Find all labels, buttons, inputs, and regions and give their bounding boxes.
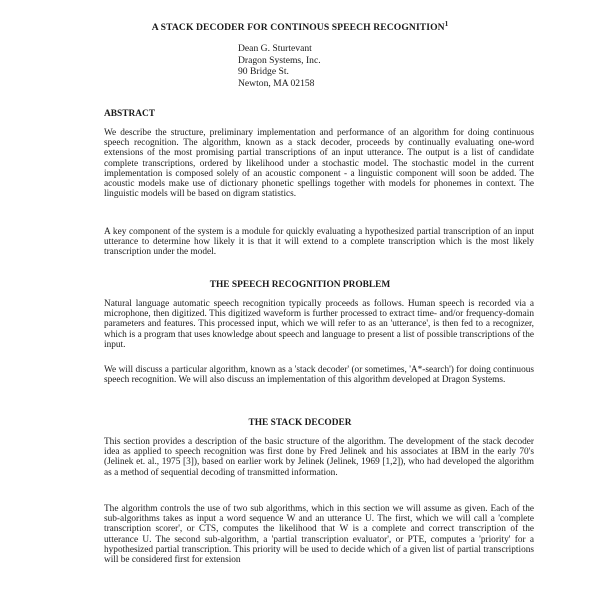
- paper-title-text: A STACK DECODER FOR CONTINOUS SPEECH RECOGNITION: [151, 22, 445, 34]
- section-heading-speech-recognition-problem: THE SPEECH RECOGNITION PROBLEM: [209, 280, 391, 290]
- abstract-paragraph-2: A key component of the system is a module for quickly evaluating a hypothesized partial transcription of an input utterance to determine how likely it is that it will extend to a complete transcription which is the most likely transcription under the model.: [104, 227, 534, 258]
- author-city: Newton, MA 02158: [238, 77, 315, 89]
- author-block: [238, 43, 321, 89]
- author-organization: Dragon Systems, Inc.: [238, 54, 321, 66]
- abstract-paragraph-1: We describe the structure, preliminary implementation and performance of an algorithm for doing continuous speech recognition. The algorithm, known as a stack decoder, proceeds by continually evaluating one-word extensions of the most promising partial transcriptions of an input utterance. The output is a list of candidate complete transcriptions, ordered by likelihood under a stochastic model. The stochastic model in the current implementation is composed solely of an acoustic component - a linguistic component will soon be added. The acoustic models make use of dictionary phonetic spellings together with models for phonemes in context. The linguistic models will be based on digram statistics.: [104, 128, 534, 200]
- paper-title: [0, 20, 600, 33]
- title-footnote-marker: 1: [444, 20, 449, 28]
- problem-paragraph-2: We will discuss a particular algorithm, known as a 'stack decoder' (or sometimes, 'A*-search') for doing continuous speech recognition. We will also discuss an implementation of this algorithm developed at Dragon Systems.: [104, 365, 534, 386]
- author-name: Dean G. Sturtevant: [238, 43, 312, 54]
- abstract-heading: ABSTRACT: [104, 109, 156, 119]
- author-street: 90 Bridge St.: [238, 66, 289, 77]
- problem-paragraph-1: Natural language automatic speech recognition typically proceeds as follows. Human speech is recorded via a microphone, then digitized. This digitized waveform is further processed to extract time- and/or frequency-domain parameters and features. This processed input, which we will refer to as an 'utterance', is then fed to a recognizer, which is a program that uses knowledge about speech and language to present a list of possible transcriptions of the input.: [104, 299, 534, 350]
- decoder-paragraph-2: The algorithm controls the use of two sub algorithms, which in this section we will assume as given. Each of the sub-algorithms takes as input a word sequence W and an utterance U. The first, which we will call a 'complete transcription scorer', or CTS, computes the likelihood that W is a complete and correct transcription of the utterance U. The second sub-algorithm, a 'partial transcription evaluator', or PTE, computes a 'priority' for a hypothesized partial transcription. This priority will be used to decide which of a given list of partial transcriptions will be considered first for extension: [104, 504, 534, 566]
- decoder-paragraph-1: This section provides a description of the basic structure of the algorithm. The development of the stack decoder idea as applied to speech recognition was first done by Fred Jelinek and his associates at IBM in the early 70's (Jelinek et. al., 1975 [3]), based on earlier work by Jelinek (Jelinek, 1969 [1,2]), who had developed the algorithm as a method of sequential decoding of transmitted information.: [104, 437, 534, 478]
- section-heading-stack-decoder: THE STACK DECODER: [248, 418, 352, 428]
